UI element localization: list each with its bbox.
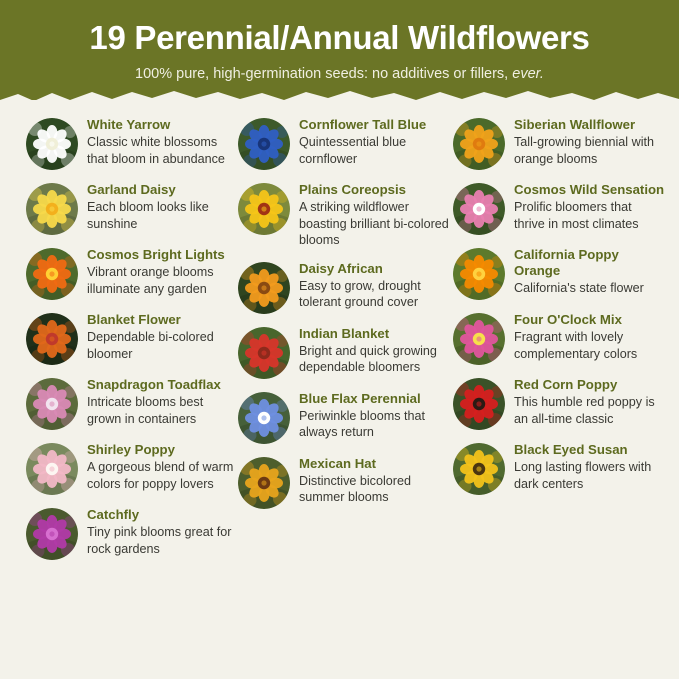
flower-description: Dependable bi-colored bloomer [87,330,214,361]
garland-daisy-flower-icon [26,183,78,235]
flower-name: Siberian Wallflower [514,117,636,132]
flower-list-item [453,441,665,495]
flower-text [299,260,453,311]
white-yarrow-flower-icon [26,118,78,170]
flower-text [87,246,238,297]
flower-list-item [238,116,453,170]
flower-description: California's state flower [514,281,644,295]
plains-coreopsis-flower-icon [238,183,290,235]
blue-flax-perennial-flower-icon [238,392,290,444]
flower-description: Tall-growing biennial with orange blooms [514,135,655,166]
flower-name: Black Eyed Susan [514,442,628,457]
flower-name: Four O'Clock Mix [514,312,622,327]
flower-name: Shirley Poppy [87,442,175,457]
flower-description: Bright and quick growing dependable bloomers [299,343,437,374]
flower-text [514,116,665,167]
flower-name: Red Corn Poppy [514,377,618,392]
flower-name: Blanket Flower [87,312,181,327]
flower-list-item [26,116,238,170]
flower-text [87,181,238,232]
cosmos-bright-lights-flower-icon [26,248,78,300]
indian-blanket-flower-icon [238,327,290,379]
black-eyed-susan-flower-icon [453,443,505,495]
flower-description: A striking wildflower boasting brilliant bi-colored blooms [299,200,449,247]
flower-list-item [453,376,665,430]
flower-name: Indian Blanket [299,325,390,341]
cornflower-tall-blue-flower-icon [238,118,290,170]
flower-description: Distinctive bicolored summer blooms [299,473,411,504]
flower-text [299,181,453,249]
flower-description: This humble red poppy is an all-time classic [514,395,655,426]
flower-text [299,325,453,376]
flower-list-item [26,181,238,235]
flower-list-item [26,246,238,300]
flower-list-item [26,506,238,560]
flower-list-item [453,181,665,235]
flower-list-item [26,441,238,495]
flower-description: Classic white blossoms that bloom in abundance [87,135,225,166]
flower-text [87,311,238,362]
subtitle-main: 100% pure, high-germination seeds: no additives or fillers, [135,66,513,82]
column-2 [238,116,453,679]
flower-text [87,376,238,427]
flower-list-item [238,260,453,314]
flower-grid [0,108,679,679]
flower-list-item [238,325,453,379]
flower-text [514,181,665,232]
flower-name: Cosmos Bright Lights [87,247,225,262]
flower-text [299,116,453,167]
flower-description: Fragrant with lovely complementary colors [514,330,638,361]
flower-list-item [453,311,665,365]
catchfly-flower-icon [26,508,78,560]
flower-list-item [26,376,238,430]
blanket-flower-icon [26,313,78,365]
flower-description: Vibrant orange blooms illuminate any garden [87,265,214,296]
flower-name: White Yarrow [87,117,171,132]
flower-list-item [238,181,453,249]
flower-description: Quintessential blue cornflower [299,135,407,166]
flower-name: Catchfly [87,507,140,522]
flower-description: Easy to grow, drought tolerant ground cover [299,278,421,309]
flower-description: Tiny pink blooms great for rock gardens [87,525,232,556]
subtitle-emphasis: ever. [512,66,544,82]
flower-name: Garland Daisy [87,182,176,197]
flower-description: Prolific bloomers that thrive in most climates [514,200,639,231]
page-subtitle [20,64,659,84]
flower-text [87,441,238,492]
flower-name: Snapdragon Toadflax [87,377,221,392]
flower-text [514,441,665,492]
flower-description: Periwinkle blooms that always return [299,408,425,439]
flower-description: Intricate blooms best grown in containers [87,395,204,426]
flower-name: Plains Coreopsis [299,182,407,197]
flower-text [514,376,665,427]
column-1 [26,116,238,679]
column-3 [453,116,665,679]
flower-description: A gorgeous blend of warm colors for poppy lovers [87,460,234,491]
flower-text [87,506,238,557]
flower-name: Cornflower Tall Blue [299,117,427,132]
flower-list-item [453,116,665,170]
flower-list-item [453,246,665,300]
header-banner [0,0,679,100]
flower-text [514,246,665,297]
torn-paper-edge-icon [0,86,679,100]
flower-text [299,390,453,441]
flower-name: Cosmos Wild Sensation [514,182,665,197]
flower-text [514,311,665,362]
shirley-poppy-flower-icon [26,443,78,495]
flower-text [87,116,238,167]
snapdragon-toadflax-flower-icon [26,378,78,430]
flower-description: Long lasting flowers with dark centers [514,460,652,491]
flower-list-item [26,311,238,365]
mexican-hat-flower-icon [238,457,290,509]
flower-name: California Poppy Orange [514,247,619,278]
siberian-wallflower-flower-icon [453,118,505,170]
flower-list-item [238,390,453,444]
red-corn-poppy-flower-icon [453,378,505,430]
flower-description: Each bloom looks like sunshine [87,200,209,231]
flower-name: Mexican Hat [299,455,376,471]
four-oclock-mix-flower-icon [453,313,505,365]
flower-list-item [238,455,453,509]
page-title: 19 Perennial/Annual Wildflowers [89,19,590,56]
flower-name: Daisy African [299,260,383,276]
flower-text [299,455,453,506]
cosmos-wild-sensation-flower-icon [453,183,505,235]
daisy-african-flower-icon [238,262,290,314]
california-poppy-orange-flower-icon [453,248,505,300]
flower-name: Blue Flax Perennial [299,390,421,406]
